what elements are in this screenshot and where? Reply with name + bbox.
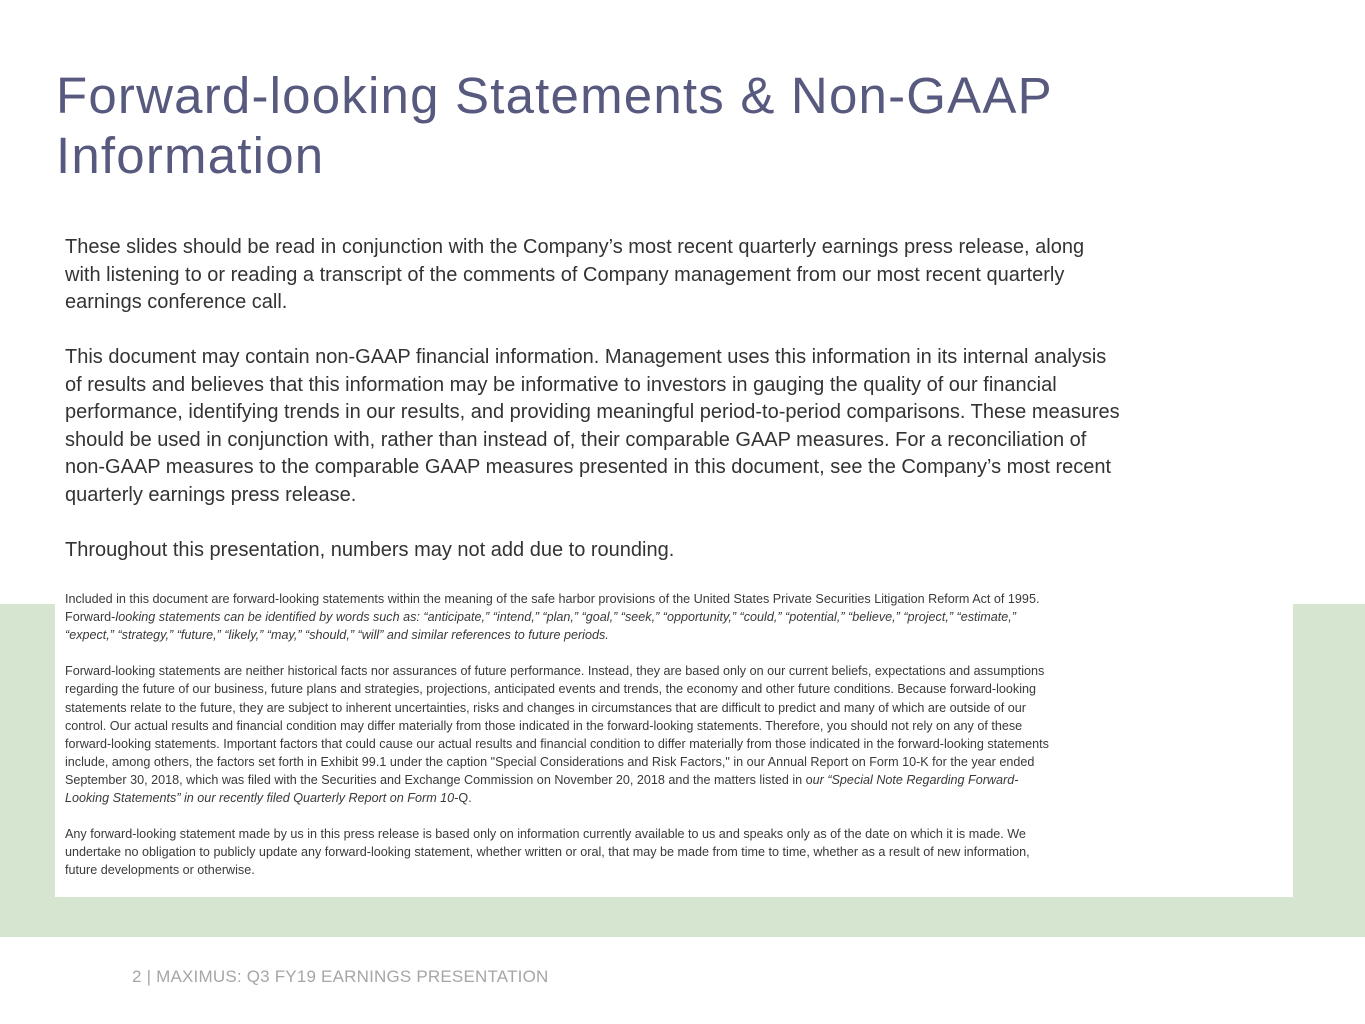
text-line (65, 608, 1285, 626)
text-line: Forward-looking statements are neither historical facts nor assurances of future performance. Instead, they are based only on our current beliefs, expectations and assumptions (65, 664, 1045, 679)
text-line: Any forward-looking statement made by us in this press release is based only on information currently available to us and speaks only as of the date on which it is made. We (65, 827, 1026, 842)
text-segment: Forward- (65, 610, 116, 625)
legal-disclaimer-text (65, 590, 1285, 898)
intro-paragraph-rounding (65, 537, 1295, 565)
text-line (65, 789, 1285, 807)
italic-segment: Looking Statements” in our recently filed Quarterly Report on Form 10 (65, 791, 455, 806)
text-line: of results and believes that this information may be informative to investors in gauging the quality of our financial (65, 373, 1057, 396)
text-line (65, 771, 1285, 789)
text-line: with listening to or reading a transcript of the comments of Company management from our most recent quarterly (65, 263, 1065, 286)
slide-footer: 2 | MAXIMUS: Q3 FY19 EARNINGS PRESENTATION (132, 967, 549, 986)
text-segment: -Q. (454, 791, 472, 806)
intro-paragraph-read-with-earnings (65, 234, 1295, 317)
legal-paragraph-risks (65, 662, 1285, 807)
text-line: performance, identifying trends in our results, and providing meaningful period-to-period comparisons. These measures (65, 401, 1120, 423)
text-line: earnings conference call. (65, 291, 288, 313)
text-line: regarding the future of our business, future plans and strategies, projections, anticipated events and trends, the economy and other future conditions. Because forward-looking (65, 682, 1037, 697)
text-line: should be used in conjunction with, rather than instead of, their comparable GAAP measures. For a reconciliation of (65, 428, 1087, 451)
italic-segment: looking statements can be identified by words such as: “anticipate,” “intend,” “plan,” “goal,” “seek,” “opportunity,” “could,” “potential,” “believe,” “project,” “estimate,” (115, 610, 1016, 625)
text-line: This document may contain non-GAAP financial information. Management uses this information in its internal analysis (65, 346, 1107, 368)
slide-title (56, 66, 1053, 186)
legal-paragraph-safe-harbor (65, 590, 1285, 644)
intro-body (65, 234, 1295, 592)
intro-paragraph-non-gaap (65, 344, 1295, 509)
text-segment: September 30, 2018, which was filed with the Securities and Exchange Commission on November 20, 2018 and the matters listed in o (65, 772, 813, 787)
title-line: Forward-looking Statements & Non-GAAP (56, 67, 1053, 124)
text-line: statements relate to the future, they are subject to inherent uncertainties, risks and changes in circumstances that are difficult to predict and many of which are outside of our (65, 700, 1026, 715)
italic-segment: “expect,” “strategy,” “future,” “likely,” “may,” “should,” “will” and similar references to future periods. (65, 628, 609, 643)
text-line: Included in this document are forward-looking statements within the meaning of the safe harbor provisions of the United States Private Securities Litigation Reform Act of 1995. (65, 592, 1040, 606)
text-line: control. Our actual results and financial condition may differ materially from those indicated in the forward-looking statements. Therefore, you should not rely on any of these (65, 718, 1023, 733)
text-line: forward-looking statements. Important factors that could cause our actual results and financial condition to differ materially from those indicated in the forward-looking statements (65, 736, 1049, 751)
italic-segment: ur “Special Note Regarding Forward- (812, 772, 1019, 787)
text-line: future developments or otherwise. (65, 863, 255, 878)
text-line: non-GAAP measures to the comparable GAAP measures presented in this document, see the Company’s most recent (65, 456, 1112, 478)
text-line: undertake no obligation to publicly update any forward-looking statement, whether written or oral, that may be made from time to time, whether as a result of new information, (65, 845, 1030, 860)
text-line (65, 626, 1285, 644)
text-line: Throughout this presentation, numbers may not add due to rounding. (65, 538, 675, 561)
text-line: These slides should be read in conjunction with the Company’s most recent quarterly earnings press release, along (65, 236, 1085, 258)
text-line: quarterly earnings press release. (65, 483, 357, 506)
text-line: include, among others, the factors set forth in Exhibit 99.1 under the caption "Special Considerations and Risk Factors," in our Annual Report on Form 10-K for the year ended (65, 754, 1035, 769)
legal-paragraph-no-obligation (65, 825, 1285, 879)
title-line: Information (56, 127, 325, 184)
